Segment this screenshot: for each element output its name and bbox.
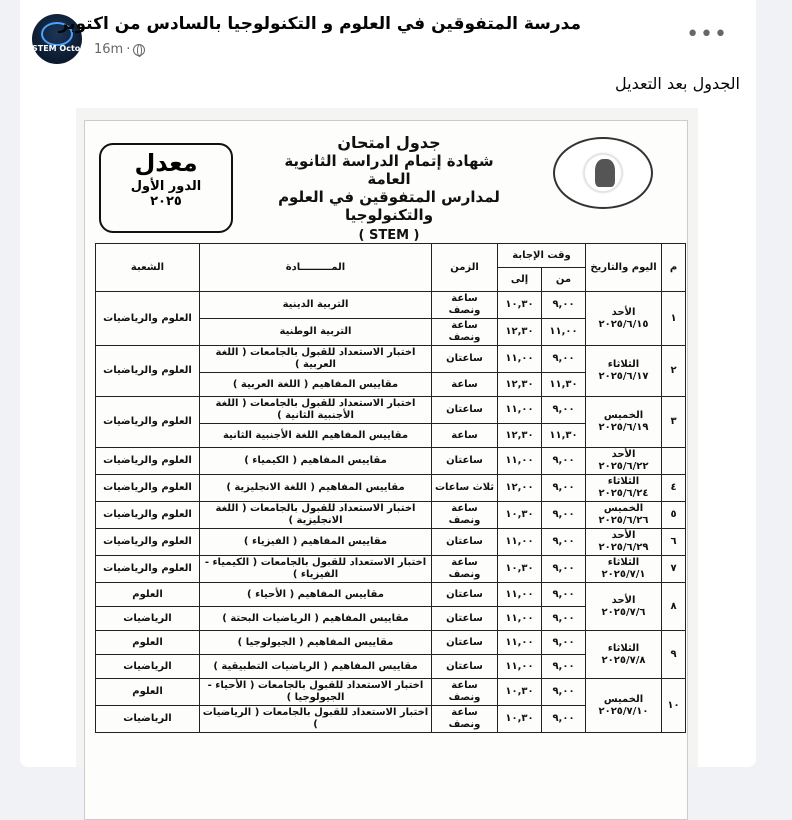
duration: ساعتان xyxy=(432,529,498,556)
branch: الرياضيات xyxy=(96,706,200,733)
branch: العلوم والرياضيات xyxy=(96,529,200,556)
branch: العلوم والرياضيات xyxy=(96,475,200,502)
time-from: ٩,٠٠ xyxy=(542,448,586,475)
time-from: ٩,٠٠ xyxy=(542,292,586,319)
branch: العلوم xyxy=(96,631,200,655)
row-day-date xyxy=(586,346,662,397)
time-to: ١٠,٣٠ xyxy=(498,679,542,706)
time-from: ٩,٠٠ xyxy=(542,706,586,733)
time-to: ١٢,٠٠ xyxy=(498,475,542,502)
row-day-date xyxy=(586,631,662,679)
duration: ساعتان xyxy=(432,631,498,655)
row-number: ٧ xyxy=(662,556,686,583)
subject: اختبار الاستعداد للقبول بالجامعات ( اللغة الأجنبية الثانية ) xyxy=(200,397,432,424)
duration: ثلاث ساعات xyxy=(432,475,498,502)
date: ٢٠٢٥/٧/١٠ xyxy=(598,705,649,717)
row-day-date xyxy=(586,679,662,733)
row-day-date xyxy=(586,292,662,346)
day-name: الخميس xyxy=(603,693,644,705)
row-number: ٢ xyxy=(662,346,686,397)
time-to: ١١,٠٠ xyxy=(498,583,542,607)
time-to: ١٠,٣٠ xyxy=(498,556,542,583)
duration: ساعة ونصف xyxy=(432,706,498,733)
time-from: ٩,٠٠ xyxy=(542,556,586,583)
duration: ساعة ونصف xyxy=(432,679,498,706)
subject: التربية الدينية xyxy=(200,292,432,319)
post-caption: الجدول بعد التعديل xyxy=(615,74,740,93)
subject: اختبار الاستعداد للقبول بالجامعات ( اللغة الانجليزية ) xyxy=(200,502,432,529)
duration: ساعتان xyxy=(432,655,498,679)
duration: ساعتان xyxy=(432,448,498,475)
duration: ساعتان xyxy=(432,346,498,373)
date: ٢٠٢٥/٦/٢٩ xyxy=(598,542,649,553)
time-from: ٩,٠٠ xyxy=(542,502,586,529)
time-from: ٩,٠٠ xyxy=(542,529,586,556)
subject: مقاييس المفاهيم ( الرياضيات البحتة ) xyxy=(200,607,432,631)
document-title xyxy=(263,133,515,243)
more-options-icon[interactable]: ••• xyxy=(686,22,728,47)
time-to: ١١,٠٠ xyxy=(498,607,542,631)
avatar-text: STEM October xyxy=(32,44,96,53)
post-card xyxy=(20,0,756,767)
branch: العلوم والرياضيات xyxy=(96,556,200,583)
branch: العلوم xyxy=(96,583,200,607)
time-from: ٩,٠٠ xyxy=(542,397,586,424)
branch: العلوم والرياضيات xyxy=(96,346,200,397)
meta-separator: · xyxy=(126,42,131,57)
time-from: ٩,٠٠ xyxy=(542,607,586,631)
date: ٢٠٢٥/٦/٢٢ xyxy=(598,461,649,472)
header-to: إلى xyxy=(498,268,542,292)
table-row xyxy=(96,529,686,556)
branch: العلوم والرياضيات xyxy=(96,397,200,448)
subject: اختبار الاستعداد للقبول بالجامعات ( الرياضيات ) xyxy=(200,706,432,733)
time-from: ٩,٠٠ xyxy=(542,583,586,607)
time-from: ١١,٠٠ xyxy=(542,319,586,346)
row-day-date xyxy=(586,556,662,583)
branch: العلوم والرياضيات xyxy=(96,502,200,529)
subject: مقاييس المفاهيم ( الفيزياء ) xyxy=(200,529,432,556)
day-name: الثلاثاء xyxy=(607,557,640,568)
page-name-link[interactable]: مدرسة المتفوقين في العلوم و التكنولوجيا بالسادس من اكتوبر xyxy=(58,14,581,34)
header-answer-time: وقت الإجابة xyxy=(498,244,586,268)
duration: ساعة xyxy=(432,424,498,448)
time-to: ١٠,٣٠ xyxy=(498,706,542,733)
subject: اختبار الاستعداد للقبول بالجامعات ( الكيمياء - الفيزياء ) xyxy=(200,556,432,583)
duration: ساعة ونصف xyxy=(432,319,498,346)
date: ٢٠٢٥/٦/٢٤ xyxy=(598,488,649,499)
subject: اختبار الاستعداد للقبول بالجامعات ( اللغة العربية ) xyxy=(200,346,432,373)
table-row xyxy=(96,679,686,706)
time-to: ١٠,٣٠ xyxy=(498,502,542,529)
day-name: الأحد xyxy=(611,306,636,318)
duration: ساعة ونصف xyxy=(432,502,498,529)
subject: مقاييس المفاهيم ( اللغة العربية ) xyxy=(200,373,432,397)
table-row xyxy=(96,346,686,373)
exam-schedule-document xyxy=(84,120,688,820)
date: ٢٠٢٥/٦/١٧ xyxy=(598,371,649,382)
subject: اختبار الاستعداد للقبول بالجامعات ( الأحياء - الجيولوجيا ) xyxy=(200,679,432,706)
time-from: ٩,٠٠ xyxy=(542,655,586,679)
row-number xyxy=(662,448,686,475)
date: ٢٠٢٥/٦/٢٦ xyxy=(598,515,649,526)
header-day: اليوم والتاريخ xyxy=(586,244,662,292)
time-to: ١٢,٣٠ xyxy=(498,319,542,346)
time-to: ١٢,٣٠ xyxy=(498,373,542,397)
branch: العلوم والرياضيات xyxy=(96,448,200,475)
row-number: ٩ xyxy=(662,631,686,679)
header-from: من xyxy=(542,268,586,292)
row-day-date xyxy=(586,448,662,475)
date: ٢٠٢٥/٦/١٥ xyxy=(598,318,649,330)
duration: ساعة ونصف xyxy=(432,292,498,319)
date: ٢٠٢٥/٧/١ xyxy=(601,569,646,580)
date: ٢٠٢٥/٧/٨ xyxy=(601,654,646,666)
day-name: الأحد xyxy=(611,449,636,460)
time-to: ١٠,٣٠ xyxy=(498,292,542,319)
subject: مقاييس المفاهيم ( الأحياء ) xyxy=(200,583,432,607)
row-number: ٣ xyxy=(662,397,686,448)
day-name: الخميس xyxy=(603,410,644,421)
table-row xyxy=(96,475,686,502)
day-name: الأحد xyxy=(611,594,636,606)
row-day-date xyxy=(586,529,662,556)
schedule-table xyxy=(95,243,686,733)
time-to: ١١,٠٠ xyxy=(498,448,542,475)
duration: ساعتان xyxy=(432,583,498,607)
row-number: ١٠ xyxy=(662,679,686,733)
subject: مقاييس المفاهيم ( اللغة الانجليزية ) xyxy=(200,475,432,502)
post-meta xyxy=(94,42,145,57)
time-from: ٩,٠٠ xyxy=(542,475,586,502)
time-from: ٩,٠٠ xyxy=(542,631,586,655)
row-day-date xyxy=(586,502,662,529)
day-name: الثلاثاء xyxy=(607,642,640,654)
duration: ساعتان xyxy=(432,397,498,424)
post-time[interactable]: 16m xyxy=(94,42,124,57)
row-number: ١ xyxy=(662,292,686,346)
time-from: ٩,٠٠ xyxy=(542,346,586,373)
badge-year: ٢٠٢٥ xyxy=(150,194,182,209)
row-day-date xyxy=(586,475,662,502)
header-branch: الشعبة xyxy=(96,244,200,292)
row-number: ٥ xyxy=(662,502,686,529)
subject: مقاييس المفاهيم ( الرياضيات التطبيقية ) xyxy=(200,655,432,679)
time-to: ١١,٠٠ xyxy=(498,655,542,679)
day-name: الثلاثاء xyxy=(607,359,640,370)
row-number: ٨ xyxy=(662,583,686,631)
day-name: الثلاثاء xyxy=(607,476,640,487)
day-name: الخميس xyxy=(603,503,644,514)
badge-title: معدل xyxy=(134,149,198,177)
eagle-icon xyxy=(595,159,615,187)
table-row xyxy=(96,397,686,424)
header-duration: الزمن xyxy=(432,244,498,292)
branch: الرياضيات xyxy=(96,607,200,631)
time-to: ١٢,٣٠ xyxy=(498,424,542,448)
table-row xyxy=(96,556,686,583)
row-day-date xyxy=(586,583,662,631)
time-to: ١١,٠٠ xyxy=(498,529,542,556)
subject: مقاييس المفاهيم ( الكيمياء ) xyxy=(200,448,432,475)
globe-icon[interactable] xyxy=(133,44,145,56)
branch: الرياضيات xyxy=(96,655,200,679)
date: ٢٠٢٥/٧/٦ xyxy=(601,606,646,618)
time-from: ١١,٣٠ xyxy=(542,424,586,448)
post-header xyxy=(20,0,756,70)
ministry-seal-icon xyxy=(553,137,653,209)
title-line-2: شهادة إتمام الدراسة الثانوية العامة xyxy=(284,152,494,188)
table-row xyxy=(96,292,686,319)
subject: التربية الوطنية xyxy=(200,319,432,346)
day-name: الأحد xyxy=(611,530,636,541)
row-day-date xyxy=(586,397,662,448)
modified-badge xyxy=(99,143,233,233)
time-to: ١١,٠٠ xyxy=(498,397,542,424)
header-subject: المـــــــــادة xyxy=(200,244,432,292)
duration: ساعة ونصف xyxy=(432,556,498,583)
table-row xyxy=(96,631,686,655)
badge-round: الدور الأول xyxy=(130,179,202,194)
row-number: ٦ xyxy=(662,529,686,556)
row-number: ٤ xyxy=(662,475,686,502)
duration: ساعتان xyxy=(432,607,498,631)
table-row xyxy=(96,583,686,607)
table-row xyxy=(96,448,686,475)
title-line-1: جدول امتحان xyxy=(337,133,441,152)
title-line-3: لمدارس المتفوقين في العلوم والتكنولوجيا xyxy=(278,188,500,224)
title-line-4: ( STEM ) xyxy=(358,228,420,243)
subject: مقاييس المفاهيم اللغة الأجنبية الثانية xyxy=(200,424,432,448)
post-photo[interactable] xyxy=(76,108,698,767)
date: ٢٠٢٥/٦/١٩ xyxy=(598,422,649,433)
time-from: ١١,٣٠ xyxy=(542,373,586,397)
time-to: ١١,٠٠ xyxy=(498,346,542,373)
branch: العلوم والرياضيات xyxy=(96,292,200,346)
branch: العلوم xyxy=(96,679,200,706)
time-to: ١١,٠٠ xyxy=(498,631,542,655)
header-num: م xyxy=(662,244,686,292)
subject: مقاييس المفاهيم ( الجيولوجيا ) xyxy=(200,631,432,655)
table-row xyxy=(96,502,686,529)
time-from: ٩,٠٠ xyxy=(542,679,586,706)
duration: ساعة xyxy=(432,373,498,397)
